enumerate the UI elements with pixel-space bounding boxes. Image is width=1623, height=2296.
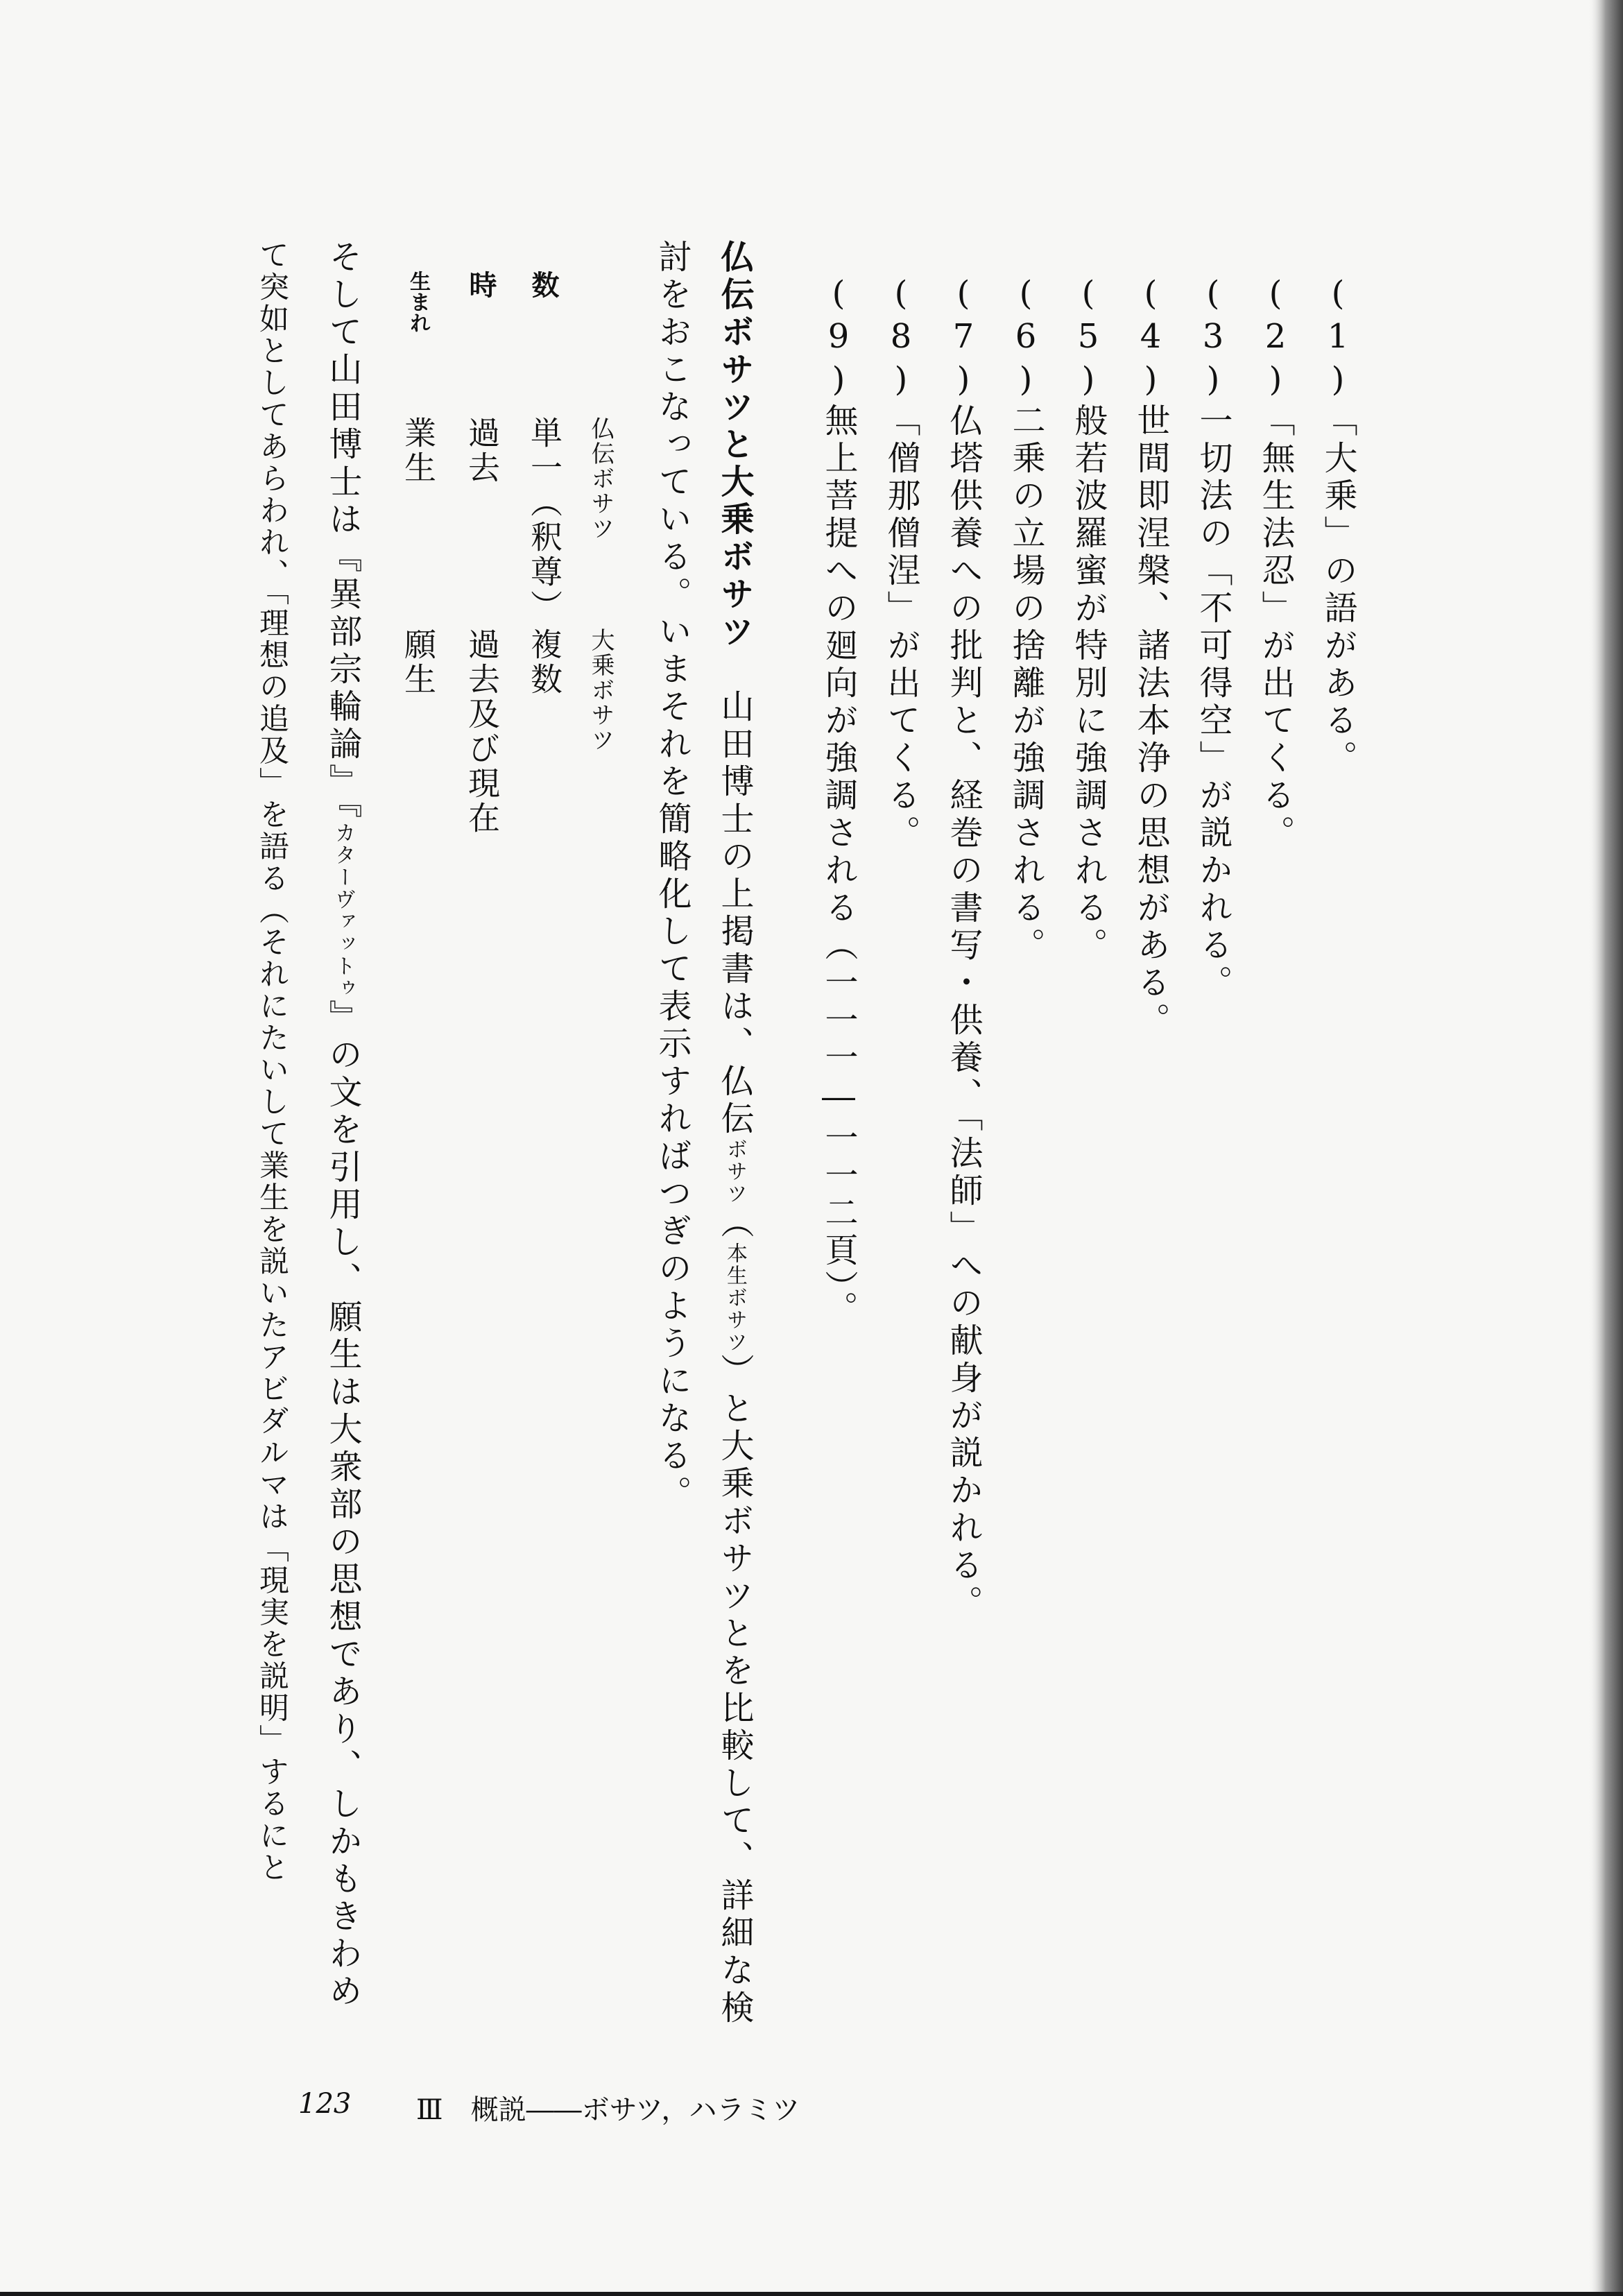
- small-text: カターヴァットゥ: [331, 822, 355, 1000]
- table-row-label: 数: [527, 271, 559, 298]
- table-row-label: 生まれ: [406, 271, 430, 333]
- table-cell: 業生: [400, 416, 437, 486]
- section-text: 山田博士の上掲書は、仏伝: [715, 689, 754, 1138]
- closing-line-1: [323, 239, 362, 2011]
- list-text: 無上菩提への廻向が強調される（一一一―一一二頁）。: [819, 403, 858, 1328]
- table-cell: 複数: [526, 628, 563, 697]
- section-text: と大乗ボサツとを比較して、詳細な検: [715, 1391, 754, 2028]
- table-col-header: 大乗ボサツ: [587, 628, 615, 753]
- table-cell: 単一（釈尊）: [526, 416, 563, 624]
- closing-text: て突如としてあらわれ、「理想の追及」を語る（それにたいして業生を説いたアビダルマは「現実を説明」するにと: [255, 239, 289, 1884]
- list-number: (4): [1131, 274, 1170, 403]
- list-number: (6): [1006, 274, 1045, 403]
- closing-text: 』の文を引用し、願生は大衆部の思想であり、しかもきわめ: [323, 1000, 362, 2011]
- section-heading: 仏伝ボサツと大乗ボサツ: [715, 239, 754, 651]
- list-item-5: [1069, 274, 1108, 965]
- list-text: 般若波羅蜜が特別に強調される。: [1069, 403, 1108, 965]
- running-head: Ⅲ 概説――ボサツ，ハラミツ: [416, 2094, 800, 2126]
- list-text: 「無生法忍」が出てくる。: [1256, 403, 1295, 853]
- paren: ）: [715, 1353, 754, 1391]
- list-number: (5): [1069, 274, 1108, 403]
- small-text: 本生ボサツ: [723, 1242, 747, 1353]
- section-spacer: [715, 651, 754, 689]
- scan-bottom-edge: [0, 2292, 1623, 2296]
- list-number: (8): [882, 274, 920, 403]
- paren: （: [715, 1205, 754, 1242]
- small-text: ボサツ: [723, 1138, 747, 1205]
- list-item-9: [819, 274, 858, 1328]
- list-text: 世間即涅槃、諸法本浄の思想がある。: [1131, 403, 1170, 1040]
- list-number: (2): [1256, 274, 1295, 403]
- list-text: 二乗の立場の捨離が強調される。: [1006, 403, 1045, 965]
- list-item-3: [1194, 274, 1233, 1002]
- list-text: 仏塔供養への批判と、経巻の書写・供養、「法師」への献身が説かれる。: [944, 403, 983, 1622]
- closing-text: そして山田博士は『異部宗輪論』『: [323, 239, 362, 822]
- list-item-8: [884, 274, 918, 853]
- list-number: (9): [819, 274, 858, 403]
- section-line-1: [715, 239, 754, 2028]
- scan-edge-shadow: [1588, 0, 1623, 2296]
- list-text: 一切法の「不可得空」が説かれる。: [1194, 403, 1233, 1002]
- page-number: 123: [298, 2088, 352, 2120]
- closing-line-2: [255, 239, 289, 1884]
- list-item-2: [1256, 274, 1295, 853]
- list-number: (7): [944, 274, 983, 403]
- table-col-header: 仏伝ボサツ: [587, 416, 615, 541]
- list-text: 「大乗」の語がある。: [1319, 403, 1357, 778]
- list-item-7: [944, 274, 983, 1622]
- list-number: (3): [1194, 274, 1233, 403]
- list-text: 「僧那僧涅」が出てくる。: [882, 403, 920, 853]
- table-cell: 過去及び現在: [463, 628, 501, 836]
- section-line-2: [653, 239, 692, 1513]
- list-item-6: [1006, 274, 1045, 965]
- table-row-label: 時: [465, 271, 497, 298]
- list-item-4: [1131, 274, 1170, 1040]
- list-item-1: [1321, 274, 1355, 778]
- list-number: (1): [1319, 274, 1357, 403]
- table-cell: 過去: [463, 416, 501, 486]
- section-text: 討をおこなっている。いまそれを簡略化して表示すればつぎのようになる。: [653, 239, 692, 1513]
- table-cell: 願生: [400, 628, 437, 697]
